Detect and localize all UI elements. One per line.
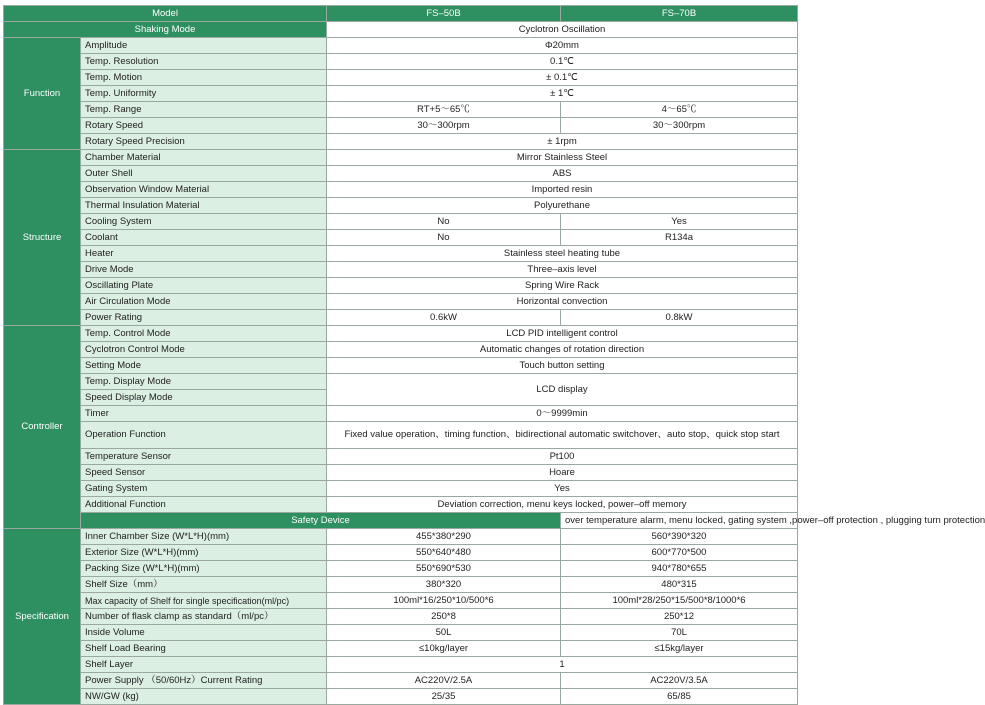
param-label: Speed Display Mode [81,390,327,406]
table-row [4,134,798,150]
param-label: Timer [81,406,327,422]
param-label: Power Supply （50/60Hz）Current Rating [81,673,327,689]
table-row [4,326,798,342]
table-row [4,70,798,86]
fs70b-value: 940*780*655 [561,561,798,577]
table-row [4,102,798,118]
fs70b-value: 4～65℃ [561,102,798,118]
table-row [4,214,798,230]
param-label: Chamber Material [81,150,327,166]
table-row [4,86,798,102]
fs50b-value: 550*640*480 [327,545,561,561]
param-label: Cyclotron Control Mode [81,342,327,358]
table-row [4,54,798,70]
table-row [4,22,798,38]
table-row [4,374,798,390]
table-row [4,625,798,641]
param-label: Rotary Speed Precision [81,134,327,150]
param-label: Additional Function [81,497,327,513]
table-row [4,561,798,577]
param-label: Operation Function [81,422,327,449]
header-row [4,6,798,22]
param-value: Automatic changes of rotation direction [327,342,798,358]
table-row [4,166,798,182]
table-row [4,246,798,262]
table-row [4,294,798,310]
fs50b-value: 25/35 [327,689,561,705]
fs70b-value: R134a [561,230,798,246]
table-row [4,182,798,198]
param-label: Air Circulation Mode [81,294,327,310]
param-label: Drive Mode [81,262,327,278]
table-row [4,609,798,625]
table-row [4,342,798,358]
param-label: Rotary Speed [81,118,327,134]
param-value: Spring Wire Rack [327,278,798,294]
param-value: Horizontal convection [327,294,798,310]
table-row [4,230,798,246]
param-value: Mirror Stainless Steel [327,150,798,166]
param-label: Temp. Control Mode [81,326,327,342]
param-value: 0.1℃ [327,54,798,70]
param-value: ABS [327,166,798,182]
param-label: Oscillating Plate [81,278,327,294]
fs70b-value: ≤15kg/layer [561,641,798,657]
table-row [4,449,798,465]
param-label: Speed Sensor [81,465,327,481]
model-header: Model [4,6,327,22]
param-value: Fixed value operation、timing function、bidirectional automatic switchover、auto stop、quick stop start [327,422,798,449]
fs50b-value: 30～300rpm [327,118,561,134]
fs70b-value: 600*770*500 [561,545,798,561]
param-value: Yes [327,481,798,497]
param-value: Touch button setting [327,358,798,374]
fs50b-value: 550*690*530 [327,561,561,577]
fs50b-value: 0.6kW [327,310,561,326]
param-label: Temp. Display Mode [81,374,327,390]
param-label: Gating System [81,481,327,497]
table-row [4,262,798,278]
param-label: Shelf Size（mm） [81,577,327,593]
fs50b-value: AC220V/2.5A [327,673,561,689]
param-value: 1 [327,657,798,673]
table-row [4,198,798,214]
table-row [4,422,798,449]
table-row [4,673,798,689]
table-row [4,310,798,326]
param-label: Power Rating [81,310,327,326]
param-label: Inside Volume [81,625,327,641]
category-controller: Controller [4,326,81,529]
table-row [4,593,798,609]
param-value: Stainless steel heating tube [327,246,798,262]
safety-device-value: over temperature alarm, menu locked, gating system ,power–off protection , plugging turn protection [561,513,798,529]
param-label: Temp. Range [81,102,327,118]
param-label: Max capacity of Shelf for single specification(ml/pc) [81,593,327,609]
param-value: LCD PID intelligent control [327,326,798,342]
fs50b-value: No [327,214,561,230]
param-label: Inner Chamber Size (W*L*H)(mm) [81,529,327,545]
fs70b-value: 70L [561,625,798,641]
fs50b-value: 100ml*16/250*10/500*6 [327,593,561,609]
param-label: Thermal Insulation Material [81,198,327,214]
param-value: Pt100 [327,449,798,465]
fs50b-value: 50L [327,625,561,641]
param-label: Packing Size (W*L*H)(mm) [81,561,327,577]
fs70b-value: 0.8kW [561,310,798,326]
param-value: ± 0.1℃ [327,70,798,86]
shaking-mode-label: Shaking Mode [4,22,327,38]
param-label: Setting Mode [81,358,327,374]
table-row [4,497,798,513]
param-value: ± 1rpm [327,134,798,150]
param-value: Imported resin [327,182,798,198]
fs70b-value: 480*315 [561,577,798,593]
table-row [4,689,798,705]
param-label: Temp. Resolution [81,54,327,70]
param-label: NW/GW (kg) [81,689,327,705]
param-label: Number of flask clamp as standard（ml/pc） [81,609,327,625]
safety-device-label: Safety Device [81,513,561,529]
param-label: Temp. Motion [81,70,327,86]
param-label: Coolant [81,230,327,246]
fs70b-value: 100ml*28/250*15/500*8/1000*6 [561,593,798,609]
table-row [4,118,798,134]
param-label: Amplitude [81,38,327,54]
fs70b-value: AC220V/3.5A [561,673,798,689]
param-value: Three–axis level [327,262,798,278]
table-row [4,465,798,481]
table-row [4,513,798,529]
fs50b-value: No [327,230,561,246]
table-row [4,481,798,497]
table-row [4,577,798,593]
fs70b-value: 65/85 [561,689,798,705]
fs50b-value: 250*8 [327,609,561,625]
fs70b-value: 30～300rpm [561,118,798,134]
fs50b-value: ≤10kg/layer [327,641,561,657]
fs50b-value: RT+5～65℃ [327,102,561,118]
table-row [4,545,798,561]
fs50b-header: FS–50B [327,6,561,22]
param-label: Shelf Layer [81,657,327,673]
table-row [4,641,798,657]
table-row [4,150,798,166]
fs70b-value: 560*390*320 [561,529,798,545]
param-value: Polyurethane [327,198,798,214]
category-specification: Specification [4,529,81,705]
param-value: Deviation correction, menu keys locked, power–off memory [327,497,798,513]
param-value: 0～9999min [327,406,798,422]
display-value: LCD display [327,374,798,406]
category-structure: Structure [4,150,81,326]
shaking-mode-value: Cyclotron Oscillation [327,22,798,38]
fs50b-value: 380*320 [327,577,561,593]
spec-table [3,5,985,705]
param-label: Cooling System [81,214,327,230]
fs70b-value: 250*12 [561,609,798,625]
param-value: ± 1℃ [327,86,798,102]
table-row [4,657,798,673]
param-label: Shelf Load Bearing [81,641,327,657]
table-row [4,406,798,422]
param-label: Temp. Uniformity [81,86,327,102]
param-label: Observation Window Material [81,182,327,198]
table-row [4,38,798,54]
fs50b-value: 455*380*290 [327,529,561,545]
fs70b-header: FS–70B [561,6,798,22]
param-value: Φ20mm [327,38,798,54]
table-row [4,529,798,545]
fs70b-value: Yes [561,214,798,230]
param-label: Outer Shell [81,166,327,182]
param-label: Temperature Sensor [81,449,327,465]
table-row [4,278,798,294]
table-row [4,358,798,374]
param-label: Heater [81,246,327,262]
param-label: Exterior Size (W*L*H)(mm) [81,545,327,561]
param-value: Hoare [327,465,798,481]
category-function: Function [4,38,81,150]
